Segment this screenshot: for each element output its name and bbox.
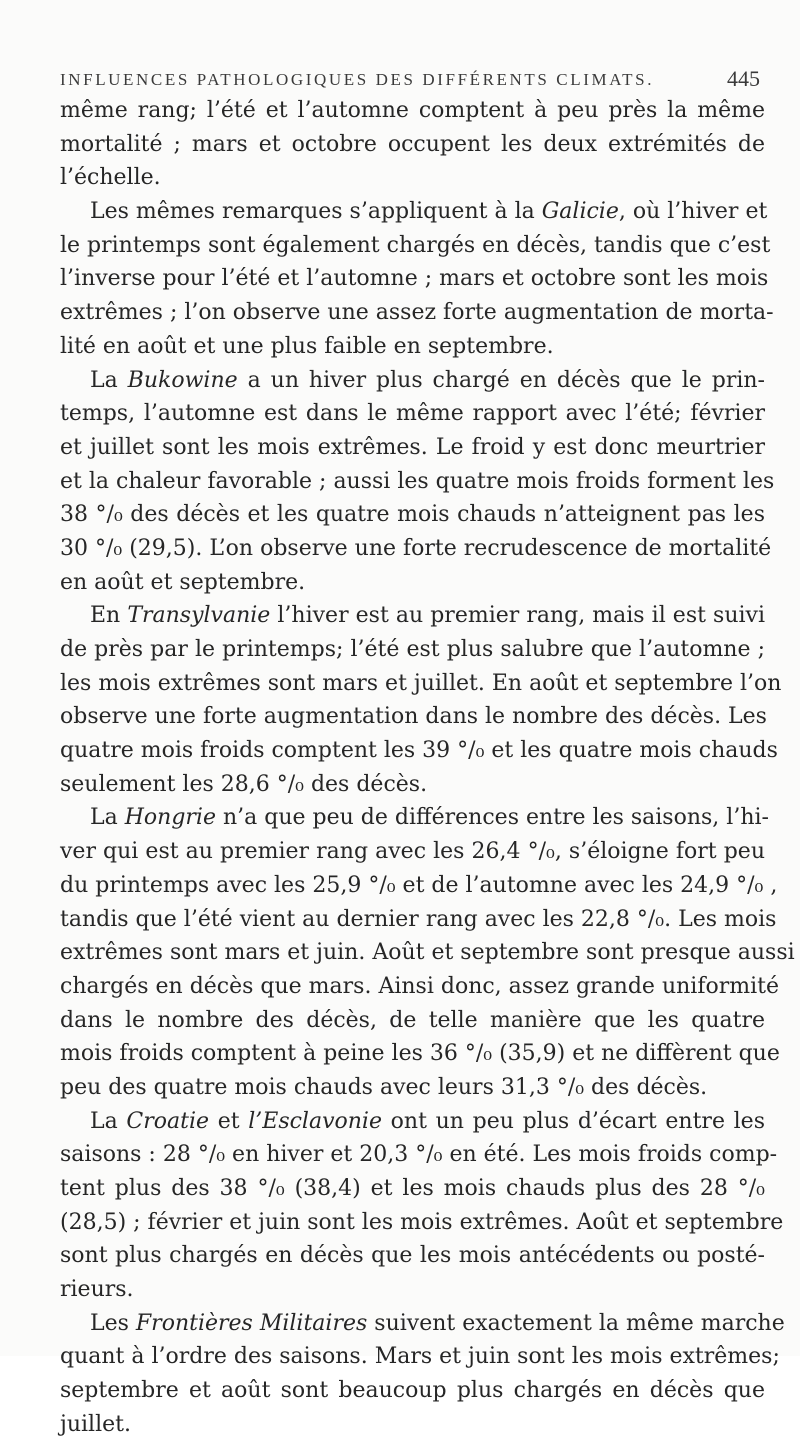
text-line	[60, 633, 765, 667]
text-segment: a un hiver plus chargé en décès que le prin-	[237, 367, 765, 393]
text-segment: du printemps avec les 25,9 °/₀ et de l’automne avec les 24,9 °/₀ ,	[60, 872, 778, 898]
text-line	[60, 1071, 765, 1105]
text-segment: 30 °/₀ (29,5). L’on observe une forte recrudescence de mortalité	[60, 535, 772, 561]
text-line	[60, 161, 765, 195]
text-line	[60, 1408, 765, 1442]
text-segment: La	[90, 367, 128, 393]
text-segment: rieurs.	[60, 1277, 134, 1303]
text-segment: l’échelle.	[60, 165, 161, 191]
text-line	[60, 229, 771, 263]
text-segment: En	[90, 603, 128, 629]
body-text	[60, 94, 795, 1442]
text-line	[60, 195, 768, 229]
text-line	[60, 700, 765, 734]
text-segment: , où l’hiver et	[618, 199, 768, 225]
text-line	[60, 835, 765, 869]
text-segment: chargés en décès que mars. Ainsi donc, assez grande uniformité	[60, 973, 779, 999]
text-line	[60, 397, 765, 431]
text-line	[60, 801, 769, 835]
text-segment: sont plus chargés en décès que les mois antécédents ou posté-	[60, 1243, 765, 1269]
text-line	[60, 566, 765, 600]
text-line	[60, 599, 765, 633]
text-line	[60, 94, 765, 128]
text-segment: et juillet sont les mois extrêmes. Le froid y est donc meurtrier	[60, 434, 765, 460]
text-segment: ont un peu plus d’écart entre les	[382, 1108, 765, 1134]
text-line	[60, 330, 765, 364]
text-segment: extrêmes sont mars et juin. Août et septembre sont presque aussi	[60, 940, 795, 966]
text-segment: peu des quatre mois chauds avec leurs 31,3 °/₀ des décès.	[60, 1074, 708, 1100]
text-line	[60, 1340, 780, 1374]
running-title: INFLUENCES PATHOLOGIQUES DES DIFFÉRENTS CLIMATS.	[60, 70, 655, 89]
italic-name: Frontières Militaires	[135, 1310, 368, 1336]
text-segment: de près par le printemps; l’été est plus salubre que l’automne ;	[60, 637, 765, 662]
text-segment: quant à l’ordre des saisons. Mars et juin sont les mois extrêmes;	[60, 1344, 780, 1370]
text-segment: La	[90, 1108, 127, 1134]
text-segment: mois froids comptent à peine les 36 °/₀ (35,9) et ne diffèrent que	[60, 1041, 780, 1067]
italic-name: Bukowine	[127, 367, 238, 393]
text-line	[60, 431, 765, 465]
text-line	[60, 970, 779, 1004]
text-segment: quatre mois froids comptent les 39 °/₀ et les quatre mois chauds	[60, 738, 778, 764]
text-line	[60, 667, 782, 701]
text-segment: (28,5) ; février et juin sont les mois extrêmes. Août et septembre	[60, 1209, 784, 1235]
italic-name: Croatie	[126, 1108, 210, 1134]
text-segment: extrêmes ; l’on observe une assez forte augmentation de morta-	[60, 300, 774, 326]
text-line	[60, 1273, 765, 1307]
text-line	[60, 1239, 765, 1273]
text-segment: dans le nombre des décès, de telle manière que les quatre	[60, 1007, 765, 1033]
text-segment: ver qui est au premier rang avec les 26,4 °/₀, s’éloigne fort peu	[60, 839, 765, 865]
text-line	[60, 1105, 765, 1139]
text-segment: seulement les 28,6 °/₀ des décès.	[60, 771, 428, 797]
text-line	[60, 1004, 765, 1038]
text-line	[60, 768, 765, 802]
text-segment: tandis que l’été vient au dernier rang avec les 22,8 °/₀. Les mois	[60, 906, 777, 932]
text-line	[60, 128, 765, 162]
italic-name: l’Esclavonie	[248, 1108, 382, 1134]
text-segment: Les	[90, 1310, 136, 1336]
text-line	[60, 1138, 778, 1172]
text-line	[60, 1374, 765, 1408]
text-segment: mortalité ; mars et octobre occupent les deux extrémités de	[60, 131, 765, 157]
text-segment: et la chaleur favorable ; aussi les quatre mois froids forment les	[60, 468, 775, 494]
text-segment: les mois extrêmes sont mars et juillet. En août et septembre l’on	[60, 670, 782, 696]
text-segment: suivent exactement la même marche	[367, 1310, 785, 1336]
text-line	[60, 903, 777, 937]
text-segment: 38 °/₀ des décès et les quatre mois chauds n’atteignent pas les	[60, 502, 765, 528]
text-segment: en août et septembre.	[60, 569, 306, 595]
text-segment: temps, l’automne est dans le même rapport avec l’été; février	[60, 401, 765, 427]
text-segment: le printemps sont également chargés en décès, tandis que c’est	[60, 232, 771, 258]
text-segment: n’a que peu de différences entre les saisons, l’hi-	[215, 805, 769, 831]
text-segment: septembre et août sont beaucoup plus chargés en décès que	[60, 1378, 765, 1404]
italic-name: Hongrie	[124, 805, 216, 831]
text-segment: tent plus des 38 °/₀ (38,4) et les mois chauds plus des 28 °/₀	[60, 1176, 765, 1201]
italic-name: Galicie	[541, 199, 619, 225]
running-head	[60, 66, 760, 96]
text-segment: l’hiver est au premier rang, mais il est suivi	[270, 603, 765, 629]
text-line	[60, 498, 765, 532]
text-segment: juillet.	[60, 1411, 131, 1437]
text-segment: La	[90, 805, 125, 831]
text-line	[60, 532, 772, 566]
page-number: 445	[727, 66, 760, 91]
text-line	[60, 734, 778, 768]
text-segment: Les mêmes remarques s’appliquent à la	[90, 199, 542, 225]
text-line	[60, 296, 774, 330]
text-line	[60, 262, 769, 296]
text-segment: l’inverse pour l’été et l’automne ; mars et octobre sont les mois	[60, 266, 769, 292]
text-line	[60, 1206, 784, 1240]
text-line	[60, 465, 775, 499]
text-line	[60, 364, 765, 398]
italic-name: Transylvanie	[127, 603, 271, 629]
text-line	[60, 1172, 765, 1206]
text-segment: observe une forte augmentation dans le nombre des décès. Les	[60, 704, 767, 730]
text-segment: lité en août et une plus faible en septembre.	[60, 333, 554, 359]
text-segment: même rang; l’été et l’automne comptent à peu près la même	[60, 98, 765, 123]
text-line	[60, 1037, 780, 1071]
text-segment: saisons : 28 °/₀ en hiver et 20,3 °/₀ en été. Les mois froids comp-	[60, 1142, 778, 1168]
text-line	[60, 936, 795, 970]
text-line	[60, 1307, 785, 1341]
text-line	[60, 869, 778, 903]
text-segment: et	[209, 1108, 249, 1134]
